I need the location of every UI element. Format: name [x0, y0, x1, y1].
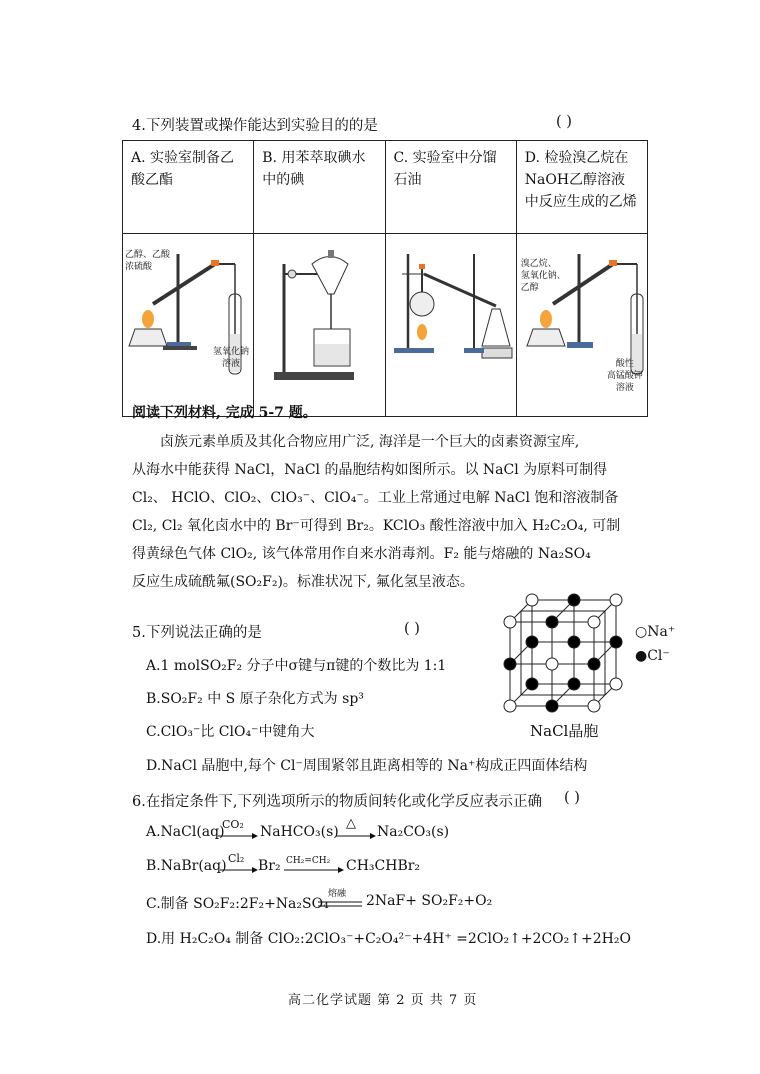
d-reagent-label-1: 溴乙烷、 [520, 259, 557, 269]
reaction-arrow-icon [336, 832, 376, 840]
q4-figure-a [123, 234, 254, 417]
q6-stem: 6.在指定条件下,下列选项所示的物质间转化或化学反应表示正确 [132, 794, 542, 810]
legend-cl: ●Cl⁻ [635, 648, 670, 664]
reading-line-6: 反应生成硫酰氟(SO₂F₂)。标准状况下, 氟化氢呈液态。 [132, 574, 474, 590]
reading-line-1: 卤族元素单质及其化合物应用广泛, 海洋是一个巨大的卤素资源宝库, [160, 434, 580, 450]
q4-figure-b [254, 234, 385, 417]
separatory-funnel-diagram [254, 234, 382, 412]
q6-b-arrow-1-label: Cl₂ [228, 852, 245, 865]
reading-line-2: 从海水中能获得 NaCl，NaCl 的晶胞结构如图所示。以 NaCl 为原料可制得 [132, 462, 608, 478]
q4-option-a: A. 实验室制备乙酸乙酯 [123, 141, 254, 234]
page-footer: 高二化学试题 第 2 页 共 7 页 [288, 993, 478, 1008]
q6-c-condition-label: 熔融 [328, 889, 347, 899]
d-receiver-label-2: 高锰酸钾溶液 [606, 371, 643, 393]
q6-option-b-end: CH₃CHBr₂ [346, 858, 421, 874]
reading-heading: 阅读下列材料, 完成 5-7 题。 [132, 405, 317, 421]
q5-option-a: A.1 molSO₂F₂ 分子中σ键与π键的个数比为 1:1 [146, 658, 447, 674]
q6-a-arrow-1-label: CO₂ [222, 818, 244, 831]
q6-answer-paren: ( ) [564, 790, 580, 806]
q5-stem: 5.下列说法正确的是 [132, 625, 262, 641]
q6-b-arrow-2-label: CH₂=CH₂ [286, 856, 331, 866]
q6-option-a-end: Na₂CO₃(s) [377, 824, 450, 840]
q6-a-arrow-2-label: △ [346, 816, 356, 831]
reading-line-4: Cl₂, Cl₂ 氧化卤水中的 Br⁻可得到 Br₂。KClO₃ 酸性溶液中加入 H₂C₂O₄, 可制 [132, 518, 621, 534]
q5-option-b: B.SO₂F₂ 中 S 原子杂化方式为 sp³ [146, 691, 364, 707]
reaction-arrow-icon [220, 866, 258, 874]
reaction-equals-icon [318, 900, 362, 908]
reading-line-3: Cl₂、 HClO、ClO₂、ClO₃⁻、ClO₄⁻。工业上常通过电解 NaCl 饱和溶液制备 [132, 490, 619, 506]
q4-option-d: D. 检验溴乙烷在NaOH乙醇溶液中反应生成的乙烯 [516, 141, 647, 234]
a-receiver-label-1: 氢氧化钠 [213, 347, 250, 357]
d-receiver-label-1: 酸性 [615, 359, 634, 369]
d-reagent-label-3: 乙醇 [520, 283, 539, 293]
q6-option-a-lead: A.NaCl(aq) [146, 824, 225, 840]
q6-option-b-lead: B.NaBr(aq) [146, 858, 227, 874]
a-receiver-label-2: 溶液 [222, 359, 241, 369]
d-reagent-label-2: 氢氧化钠、 [520, 271, 566, 281]
q6-option-c-lead: C.制备 SO₂F₂:2F₂+Na₂SO₄ [146, 896, 329, 912]
a-reagent-label-1: 乙醇、乙酸 [125, 250, 171, 260]
crystal-caption: NaCl晶胞 [530, 722, 599, 740]
q6-option-a-mid: NaHCO₃(s) [260, 824, 339, 840]
q4-stem: 4.下列装置或操作能达到实验目的的是 [132, 118, 378, 134]
fractional-distillation-diagram [386, 234, 514, 412]
q5-answer-paren: ( ) [404, 621, 420, 637]
q6-option-c-end: 2NaF+ SO₂F₂+O₂ [366, 893, 493, 909]
q6-option-b-mid: Br₂ [258, 858, 281, 874]
q4-option-c: C. 实验室中分馏石油 [385, 141, 516, 234]
q4-option-b: B. 用苯萃取碘水中的碘 [254, 141, 385, 234]
reaction-arrow-icon [218, 832, 258, 840]
legend-na: ○Na⁺ [635, 624, 676, 640]
reaction-arrow-icon [284, 866, 344, 874]
q4-answer-paren: ( ) [556, 114, 572, 130]
a-reagent-label-2: 浓硫酸 [125, 262, 153, 272]
q5-option-d: D.NaCl 晶胞中,每个 Cl⁻周围紧邻且距离相等的 Na⁺构成正四面体结构 [146, 758, 588, 774]
q4-options-table [122, 140, 648, 417]
reading-line-5: 得黄绿色气体 ClO₂, 该气体常用作自来水消毒剂。F₂ 能与熔融的 Na₂SO₄ [132, 546, 591, 562]
q5-option-c: C.ClO₃⁻比 ClO₄⁻中键角大 [146, 724, 315, 740]
q6-option-d: D.用 H₂C₂O₄ 制备 ClO₂:2ClO₃⁻+C₂O₄²⁻+4H⁺ =2ClO₂↑+2CO₂↑+2H₂O [146, 931, 631, 947]
q4-figure-d [516, 234, 647, 417]
nacl-unit-cell-diagram [498, 592, 630, 718]
q4-figure-c [385, 234, 516, 417]
